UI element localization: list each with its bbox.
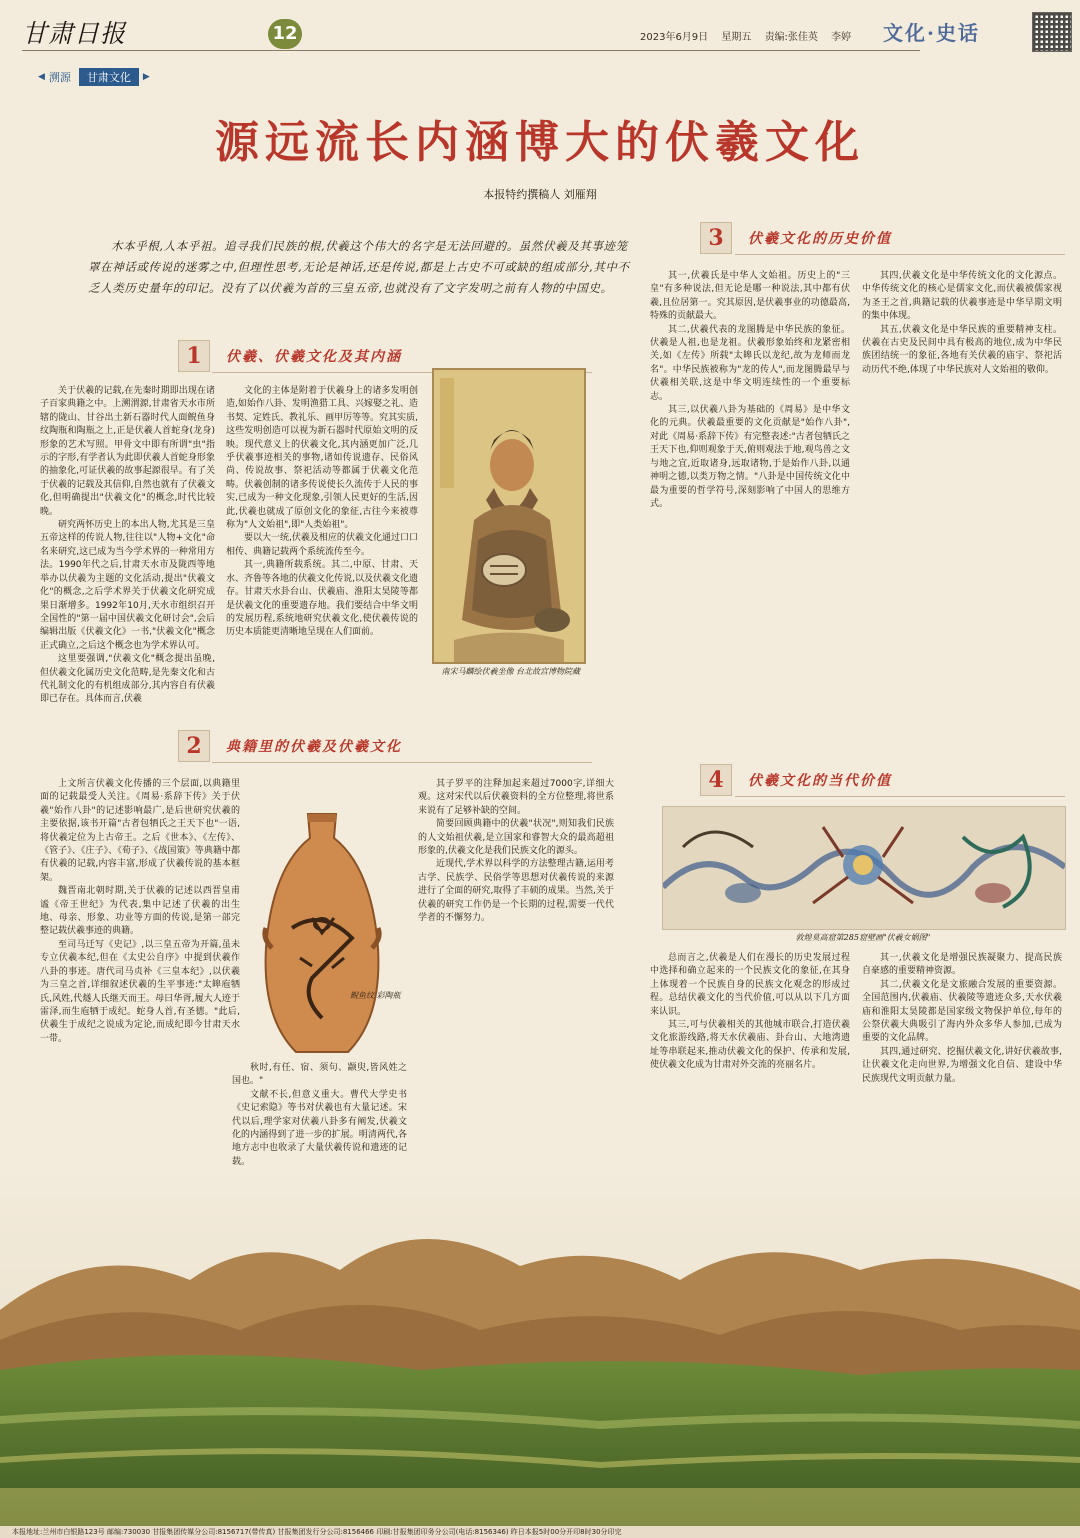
triangle-right-icon: ▶ [142,72,150,82]
breadcrumb-tag: 甘肃文化 [79,68,139,86]
paragraph: 其四,通过研究、挖掘伏羲文化,讲好伏羲故事,让伏羲文化走向世界,为增强文化自信、建设中华民族现代文明贡献力量。 [862,1046,1062,1084]
header-info [640,28,861,43]
section-2-title: 典籍里的伏羲及伏羲文化 [226,739,402,755]
paragraph: 这里要强调,"伏羲文化"概念提出虽晚,但伏羲文化属历史文化范畴,是先秦文化和古代礼制文化的有机组成部分,其内容自有伏羲即已存在。具体而言,伏羲 [40,654,215,705]
article-byline: 本报特约撰稿人 刘雁翔 [483,188,597,201]
paragraph: 简要回顾典籍中的伏羲"状况",则知我们民族的人文始祖伏羲,是立国家和睿智大众的最高超祖形象的,伏羲文化是我们民族文化的源头。 [418,819,614,857]
paragraph: 近现代,学术界以科学的方法整理古籍,运用考古学、民族学、民俗学等思想对伏羲传说的来源进行了全面的研究,取得了丰硕的成果。当然,关于伏羲的研究工作仍是一个长期的过程,需要一代代学者的不懈努力。 [418,859,614,924]
paragraph: 魏晋南北朝时期,关于伏羲的记述以西晋皇甫谧《帝王世纪》为代表,集中记述了伏羲的出生地、母亲、形象、功业等方面的传说,是第一部完整记载伏羲事迹的典籍。 [40,886,240,937]
section-1-heading [178,340,402,372]
paragraph: 其三,可与伏羲相关的其他城市联合,打造伏羲文化旅游线路,将天水伏羲庙、卦台山、大地湾遗址等串联起来,推动伏羲文化的保护、传承和发展,使伏羲文化成为甘肃对外交流的亮丽名片。 [650,1020,850,1071]
section-3-column-2 [862,270,1062,780]
designer-credit: 李婷 [831,32,852,43]
section-1-number: 1 [178,340,210,372]
section-3-title: 伏羲文化的历史价值 [748,231,892,247]
section-4-number: 4 [700,764,732,796]
paragraph: 其二,伏羲代表的龙图腾是中华民族的象征。伏羲是人祖,也是龙祖。伏羲形象始终和龙紧密相关,如《左传》所载"太皞氏以龙纪,故为龙师而龙名"。中华民族被称为"龙的传人",而龙图腾最早与伏羲相关联,这是中华文明连续性的一个重要标志。 [650,324,850,402]
section-2-heading [178,730,402,762]
landscape-drawing [0,1170,1080,1526]
masthead-logo: 甘肃日报 [22,19,127,48]
section-2-number: 2 [178,730,210,762]
paragraph: 上文所言伏羲文化传播的三个层面,以典籍里面的记载最受人关注。《周易·系辞下传》关于伏羲"始作八卦"的记述影响最广,是后世研究伏羲的主要依据,该书开篇"古者包牺氏之王天下也"一语,将伏羲定位为上古帝王。之后《世本》、《左传》、《管子》、《庄子》、《荀子》、《战国策》等典籍中都有伏羲的记载,内容丰富,形成了伏羲传说的基本框架。 [40,779,240,883]
breadcrumb [38,68,150,86]
section-1-title: 伏羲、伏羲文化及其内涵 [226,349,402,365]
article-title: 源远流长内涵博大的伏羲文化 [215,117,865,168]
mural-caption: 敦煌莫高窟第285窟壁画"伏羲女娲图" [795,933,931,942]
paragraph: 总而言之,伏羲是人们在漫长的历史发展过程中选择和确立起来的一个民族文化的象征,在其身上体现着一个民族自身的民族文化观念的形成过程。总结伏羲文化的当代价值,可以从以下几方面来认识。 [650,953,850,1017]
section-4-heading [700,764,892,796]
mural-drawing [663,807,1065,929]
section-2-rule [212,762,592,763]
section-3-number: 3 [700,222,732,254]
paragraph: 其一,伏羲文化是增强民族凝聚力、提高民族自豪感的重要精神资源。 [862,953,1062,977]
paragraph: 其子罗平的注释加起来超过7000字,详细大观。这对宋代以后伏羲资料的全方位整理,将世系来说有了足够补缺的空间。 [418,779,614,816]
article-lead: 木本乎根,人本乎祖。追寻我们民族的根,伏羲这个伟大的名字是无法回避的。虽然伏羲及其事迹笼罩在神话或传说的迷雾之中,但理性思考,无论是神话,还是传说,都是上古史不可或缺的组成部分,其中不乏人类历史量年的印记。没有了以伏羲为首的三皇五帝,也就没有了文字发明之前有人物的中国史。 [88,239,630,295]
paragraph: 要以大一统,伏羲及相应的伏羲文化通过口口相传、典籍记载两个系统流传至今。 [226,533,418,557]
section-4-rule [735,796,1065,797]
dunhuang-mural-image [662,806,1066,930]
section-4-column-1 [650,952,850,1168]
section-3-rule [735,254,1065,255]
section-1-column-1 [40,385,215,705]
fuxi-portrait-drawing [434,370,584,662]
paragraph: 关于伏羲的记载,在先秦时期即出现在诸子百家典籍之中。上溯渭源,甘肃省天水市所辖的陇山、甘谷出土新石器时代人面鲵鱼身纹陶瓶和陶瓶之上,正是伏羲人首蛇身(龙身)形象的艺术写照。甲骨文中即有所谓"虫"指示的字形,有学者认为此即伏羲人首蛇身形象的抽象化,可证伏羲的故事起源很早。有了关于伏羲的记载及其信仰,自然也就有了伏羲文化,但明确提出"伏羲文化"的概念,时代比较晚。 [40,386,215,517]
landscape-photo [0,1170,1080,1526]
paragraph: 秋时,有任、宿、须句、颛臾,皆风姓之国也。" [232,1063,407,1087]
section-1-column-2 [226,385,418,705]
paragraph: 文献不长,但意义重大。曹代大学史书《史记索隐》等书对伏羲也有大量记述。宋代以后,理学家对伏羲八卦多有阐发,伏羲文化的内涵得到了进一步的扩展。明清两代,各地方志中也收录了大量伏羲传说和遗迹的记载。 [232,1089,407,1167]
section-4-title: 伏羲文化的当代价值 [748,773,892,789]
section-3-column-1 [650,270,850,780]
paragraph: 文化的主体是附着于伏羲身上的诸多发明创造,如始作八卦、发明渔猎工具、兴嫁娶之礼、造书契、定姓氏、教礼乐、画甲厉等等。究其实质,这些发明创造可以视为新石器时代原始文明的反映。现代意义上的伏羲文化,其内涵更加广泛,几乎伏羲事迹相关的事物,诸如传说遗存、民俗风尚、传说故事、祭祀活动等都属于伏羲文化范畴。伏羲创制的诸多传说使长久流传于人民的事实,已成为一种文化现象,引领人民更好的生活,因此,伏羲也就成了原创文化的象征,古往今来被尊称为"人文始祖",即"人类始祖"。 [226,386,418,531]
issue-weekday: 星期五 [721,32,752,43]
paragraph: 其一,伏羲氏是中华人文始祖。历史上的"三皇"有多种说法,但无论是哪一种说法,其中都有伏羲,且位居第一。究其原因,是伏羲事业的功德最高,特殊的贡献最大。 [650,271,850,322]
page-number-badge: 12 [268,19,302,49]
paragraph: 研究两怀历史上的本出人物,尤其是三皇五帝这样的传说人物,往往以"人物+文化"命名来研究,这已成为当今学术界的一种常用方法。1990年代之后,甘肃天水市及陇西等地举办以伏羲为主题的文化活动,提出"伏羲文化"的概念,之后学术界关于伏羲文化研究成果日渐增多。1992年10月,天水市组织召开全国性的"第一届中国伏羲文化研讨会",会后编辑出版《伏羲文化》一书,"伏羲文化"概念正式确立,之后这个概念也为学术界认可。 [40,520,215,651]
editor-credit: 责编:张佳英 [764,32,818,43]
paragraph: 其五,伏羲文化是中华民族的重要精神支柱。伏羲在古史及民间中具有极高的地位,成为中华民族团结统一的象征,各地有关伏羲的庙宇、祭祀活动历代不绝,体现了中华民族对人文始祖的敬仰。 [862,324,1062,375]
section-4-column-2 [862,952,1062,1168]
breadcrumb-column: 溯源 [48,71,71,84]
jar-caption: 鲵鱼纹 彩陶瓶 [350,991,401,1000]
qr-code-icon[interactable] [1032,12,1072,52]
pottery-bottle-drawing [252,808,392,1058]
section-2-column-1 [40,778,240,1168]
page-footer: 本报地址:兰州市白银路123号 邮编:730030 甘报集团传媒分公司:8156717(带传真) 甘报集团发行分公司:8156466 印刷:甘报集团印务分公司(电话:8156346) 昨日本报5时00分开印8时30分印完 [0,1526,1080,1538]
header-divider [22,50,920,51]
section-3-heading [700,222,892,254]
section-name: 文化·史话 [883,21,980,45]
fuxi-portrait-image [432,368,586,664]
paragraph: 至司马迁写《史记》,以三皇五帝为开篇,虽未专立伏羲本纪,但在《太史公自序》中提到伏羲作八卦的事迹。唐代司马贞补《三皇本纪》,以伏羲为三皇之首,详细叙述伏羲的生平事迹:"太皞庖牺氏,风姓,代燧人氏继天而王。母曰华胥,履大人迹于雷泽,而生庖牺于成纪。蛇身人首,有圣德。"此后,伏羲生于成纪之说成为定论,而成纪即今甘肃天水一带。 [40,939,240,1044]
portrait-caption: 南宋马麟绘伏羲坐像 台北故宫博物院藏 [441,667,580,676]
paragraph: 其二,伏羲文化是文旅融合发展的重要资源。全国范围内,伏羲庙、伏羲陵等遗迹众多,天水伏羲庙和淮阳太昊陵都是国家级文物保护单位,每年的公祭伏羲大典吸引了海内外众多华人参加,已成为重要的文化品牌。 [862,979,1062,1044]
paragraph: 其四,伏羲文化是中华传统文化的文化源点。中华传统文化的核心是儒家文化,而伏羲被儒家视为圣王之首,典籍记载的伏羲事迹是中华早期文明的集中体现。 [862,271,1062,322]
issue-date: 2023年6月9日 [640,32,709,43]
paragraph: 其一,典籍所载系统。其二,中原、甘肃、天水、齐鲁等各地的伏羲文化传说,以及伏羲文化遗存。甘肃天水卦台山、伏羲庙、淮阳太昊陵等都是伏羲文化的重要遗存地。我们要结合中华文明的发展历程,系统地研究伏羲文化,使伏羲传说的历史本质能更清晰地呈现在人们面前。 [226,560,418,638]
section-2-column-2 [232,1062,407,1168]
painted-pottery-bottle-image [252,808,392,1058]
section-2-column-3 [418,778,614,1168]
paragraph: 其三,以伏羲八卦为基础的《周易》是中华文化的元典。伏羲最重要的文化贡献是"始作八卦",对此《周易·系辞下传》有完整表述:"古者包牺氏之王天下也,仰则观象于天,俯则观法于地,观鸟兽之文与地之宜,近取诸身,远取诸物,于是始作八卦,以通神明之德,以类万物之情。"八卦是中国传统文化中最为重要的哲学符号,深刻影响了中国人的思维方式。 [650,405,850,509]
triangle-left-icon: ◀ [38,72,45,82]
